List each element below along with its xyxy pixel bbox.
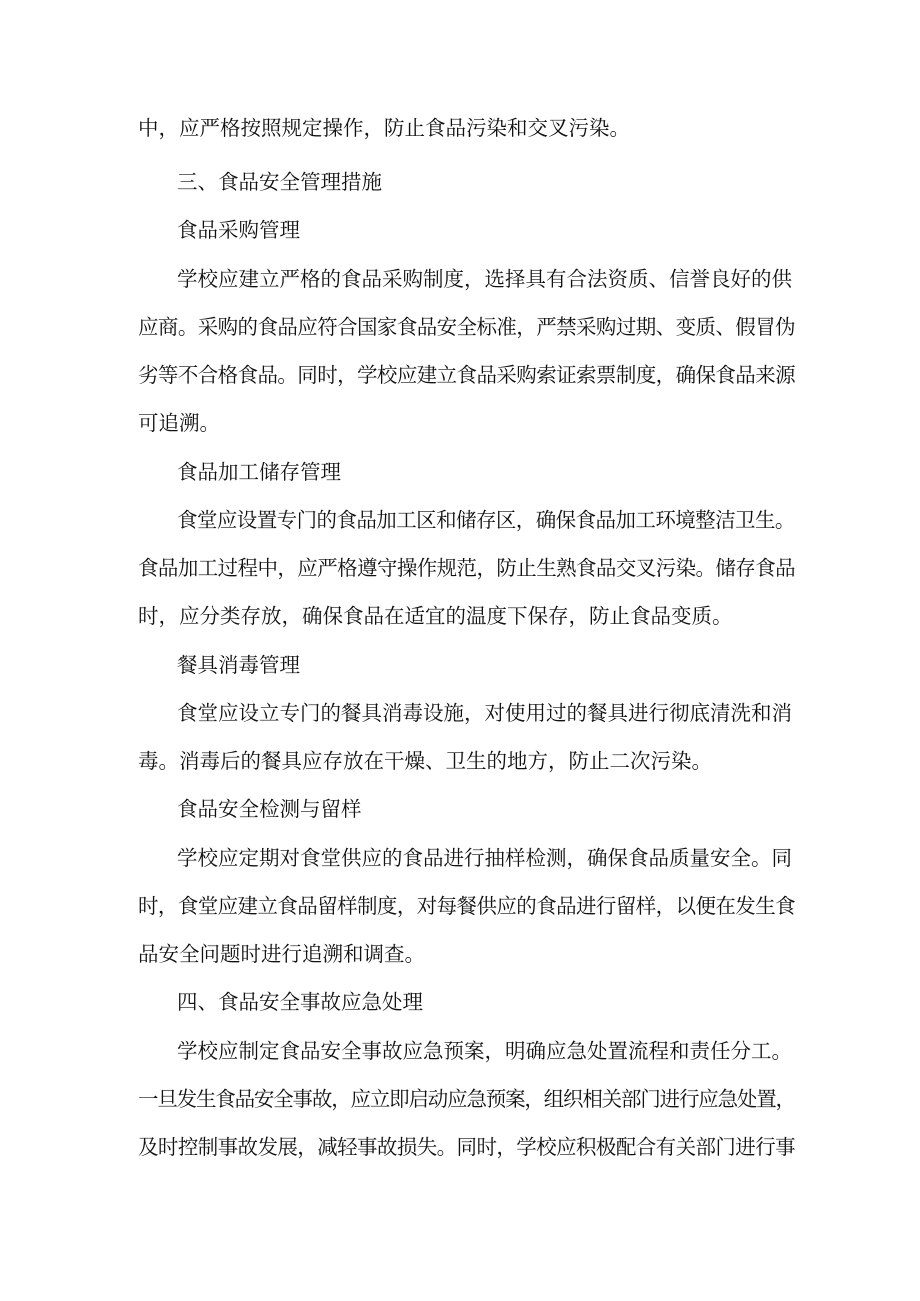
text-line-1: 中，应严格按照规定操作，防止食品污染和交叉污染。 — [138, 116, 630, 140]
subheading-procurement: 食品采购管理 — [177, 218, 300, 242]
subheading-tableware-disinfection: 餐具消毒管理 — [177, 653, 300, 677]
text-line-10: 食品加工过程中，应严格遵守操作规范，防止生熟食品交叉污染。储存食品 — [138, 556, 796, 580]
section-heading-4: 四、食品安全事故应急处理 — [177, 990, 423, 1014]
section-heading-3: 三、食品安全管理措施 — [177, 170, 382, 194]
text-line-20: 学校应制定食品安全事故应急预案，明确应急处置流程和责任分工。 — [177, 1039, 792, 1063]
text-line-13: 食堂应设立专门的餐具消毒设施，对使用过的餐具进行彻底清洗和消 — [177, 701, 792, 725]
text-line-7: 可追溯。 — [138, 411, 220, 435]
text-line-16: 学校应定期对食堂供应的食品进行抽样检测，确保食品质量安全。同 — [177, 846, 792, 870]
text-line-17: 时，食堂应建立食品留样制度，对每餐供应的食品进行留样，以便在发生食 — [138, 894, 796, 918]
text-line-22: 及时控制事故发展，减轻事故损失。同时，学校应积极配合有关部门进行事 — [138, 1135, 796, 1159]
text-line-5: 应商。采购的食品应符合国家食品安全标准，严禁采购过期、变质、假冒伪 — [138, 315, 796, 339]
subheading-processing-storage: 食品加工储存管理 — [177, 460, 341, 484]
text-line-18: 品安全问题时进行追溯和调查。 — [138, 942, 425, 966]
text-line-14: 毒。消毒后的餐具应存放在干燥、卫生的地方，防止二次污染。 — [138, 749, 712, 773]
subheading-testing-sampling: 食品安全检测与留样 — [177, 797, 362, 821]
text-line-21: 一旦发生食品安全事故，应立即启动应急预案，组织相关部门进行应急处置， — [138, 1087, 795, 1111]
text-line-11: 时，应分类存放，确保食品在适宜的温度下保存，防止食品变质。 — [138, 604, 733, 628]
text-line-4: 学校应建立严格的食品采购制度，选择具有合法资质、信誉良好的供 — [177, 267, 792, 291]
text-line-9: 食堂应设置专门的食品加工区和储存区，确保食品加工环境整洁卫生。 — [177, 508, 795, 532]
text-line-6: 劣等不合格食品。同时，学校应建立食品采购索证索票制度，确保食品来源 — [138, 363, 796, 387]
